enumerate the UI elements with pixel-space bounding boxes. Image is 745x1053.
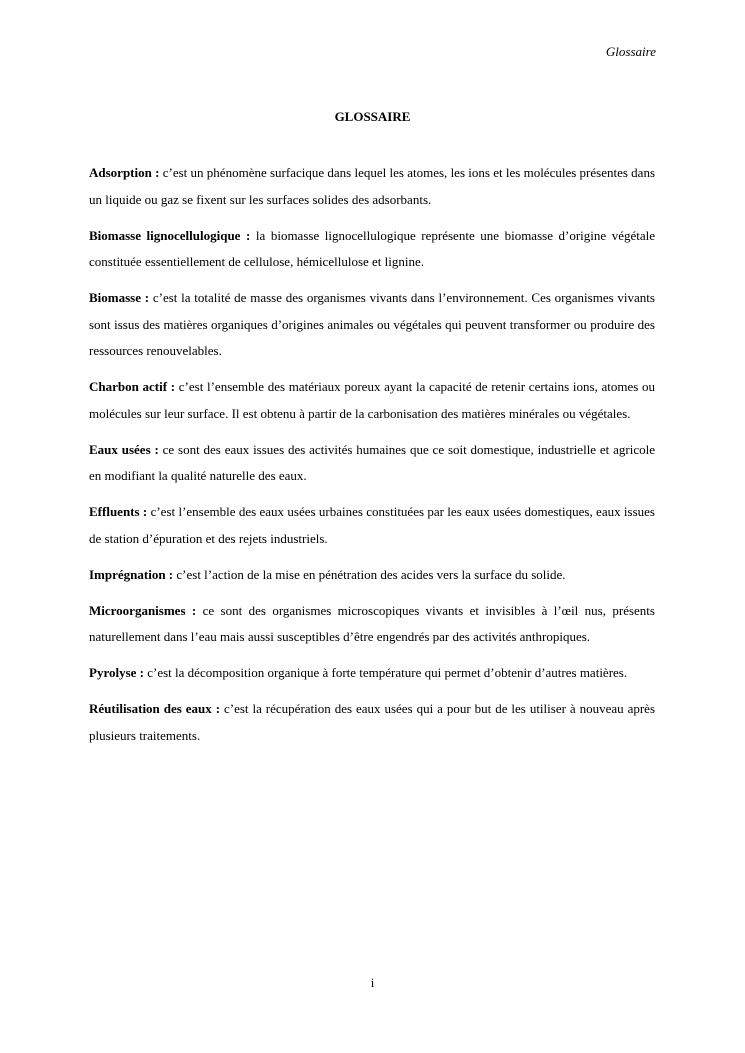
glossary-definition: c’est un phénomène surfacique dans lequel les atomes, les ions et les molécules présentes dans un liquide ou gaz se fixent sur les surfaces solides des adsorbants. — [89, 165, 656, 207]
glossary-term: Effluents : — [89, 504, 148, 519]
glossary-entry-reutilisation-des-eaux — [89, 696, 655, 749]
glossary-entry-microorganismes — [89, 598, 655, 651]
glossary-definition: la biomasse lignocellulogique représente une biomasse d’origine végétale constituée essentiellement de cellulose, hémicellulose et lignine. — [89, 227, 656, 269]
glossary-definition: c’est la décomposition organique à forte température qui permet d’obtenir d’autres matières. — [147, 665, 628, 680]
glossary-entry-biomasse-lignocellulogique — [89, 223, 655, 276]
glossary-definition: c’est l’ensemble des matériaux poreux ayant la capacité de retenir certains ions, atomes ou molécules sur leur surface. Il est obtenu à partir de la carbonisation des matières minérales ou végétales. — [89, 379, 656, 421]
glossary-definition: ce sont des organismes microscopiques vivants et invisibles à l’œil nus, présents naturellement dans l’eau mais aussi susceptibles d’être engendrés par des activités anthropiques. — [89, 602, 655, 644]
glossary-term: Adsorption : — [89, 165, 160, 180]
glossary-entry-impregnation — [89, 562, 655, 589]
glossary-entry-effluents — [89, 499, 655, 552]
running-header: Glossaire — [605, 44, 656, 59]
glossary-entry-biomasse — [89, 285, 655, 365]
glossary-term: Pyrolyse : — [89, 665, 144, 680]
glossary-term: Eaux usées : — [89, 441, 159, 457]
glossary-entry-eaux-usees — [89, 437, 655, 490]
glossary-definition: c’est l’ensemble des eaux usées urbaines constituées par les eaux usées domestiques, eaux issues de station d’épuration et des rejets industriels. — [89, 504, 655, 546]
page-number: i — [370, 975, 375, 990]
glossary-entry-charbon-actif — [89, 374, 655, 427]
glossary-term: Réutilisation des eaux : — [89, 701, 221, 716]
glossary-term: Biomasse : — [89, 290, 150, 305]
glossary-list — [89, 160, 655, 759]
glossary-term: Biomasse lignocellulogique : — [89, 227, 251, 243]
glossary-definition: c’est la récupération des eaux usées qui a pour but de les utiliser à nouveau après plusieurs traitements. — [89, 701, 656, 743]
glossary-definition: c’est l’action de la mise en pénétration des acides vers la surface du solide. — [176, 566, 566, 582]
glossary-definition: ce sont des eaux issues des activités humaines que ce soit domestique, industrielle et agricole en modifiant la qualité naturelle des eaux. — [89, 441, 655, 483]
glossary-entry-adsorption — [89, 160, 655, 213]
glossary-term: Charbon actif : — [89, 379, 176, 394]
page-title: GLOSSAIRE — [334, 109, 411, 124]
glossary-entry-pyrolyse — [89, 660, 655, 687]
glossary-definition: c’est la totalité de masse des organismes vivants dans l’environnement. Ces organismes vivants sont issus des matières organiques d’origines animales ou végétales qui peuvent transformer ou produire des ressources renouvelables. — [89, 290, 655, 358]
glossary-term: Microorganismes : — [89, 602, 197, 618]
glossary-term: Imprégnation : — [89, 566, 174, 582]
